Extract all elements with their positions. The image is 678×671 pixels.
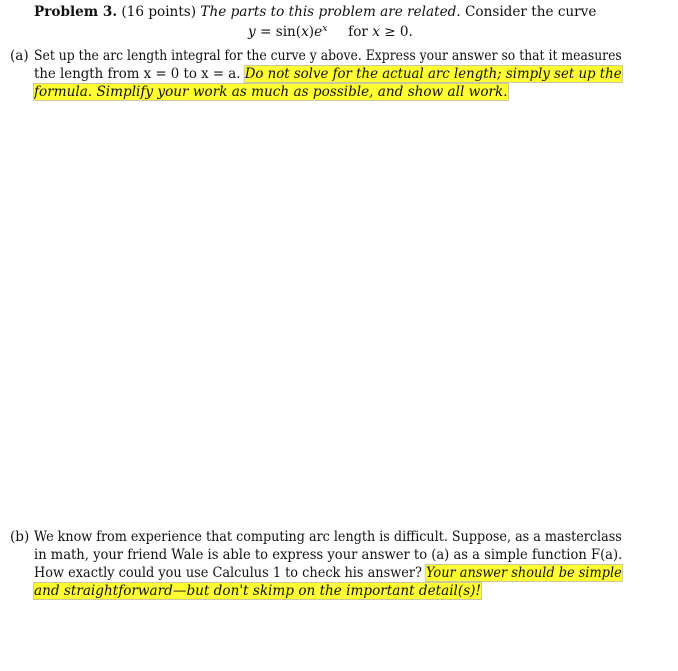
part-b-highlight-2: and straightforward—but don't skimp on the important detail(s)! bbox=[34, 583, 481, 599]
part-b-line3 bbox=[34, 564, 622, 582]
part-b-line3-plain: How exactly could you use Calculus 1 to check his answer? bbox=[34, 565, 422, 581]
problem-heading-line bbox=[34, 3, 596, 21]
part-a-line1: Set up the arc length integral for the curve y above. Express your answer so that it measures bbox=[34, 48, 622, 64]
part-b-line2: in math, your friend Wale is able to express your answer to (a) as a simple function F(a). bbox=[34, 547, 623, 563]
problem-intro-rest: Consider the curve bbox=[465, 4, 597, 20]
part-b-line1: We know from experience that computing arc length is difficult. Suppose, as a masterclass bbox=[34, 529, 622, 545]
part-a-label: (a) bbox=[10, 48, 29, 64]
part-a-line2 bbox=[34, 65, 622, 83]
part-a-highlight-1: Do not solve for the actual arc length; simply set up the bbox=[244, 66, 622, 82]
curve-equation: $y = \sin(x)e^x$ for x ≥ 0. bbox=[248, 23, 413, 40]
problem-heading: Problem 3. bbox=[34, 4, 118, 20]
part-a-highlight-2: formula. Simplify your work as much as possible, and show all work. bbox=[34, 84, 508, 100]
part-a-line3 bbox=[34, 83, 508, 101]
part-b-highlight-1: Your answer should be simple bbox=[426, 565, 622, 581]
part-a-line2-plain: the length from x = 0 to x = a. bbox=[34, 66, 241, 82]
part-b-line4 bbox=[34, 582, 481, 600]
part-b-label: (b) bbox=[10, 529, 30, 545]
problem-intro-italic: The parts to this problem are related. bbox=[200, 4, 461, 20]
problem-points: (16 points) bbox=[121, 4, 197, 20]
